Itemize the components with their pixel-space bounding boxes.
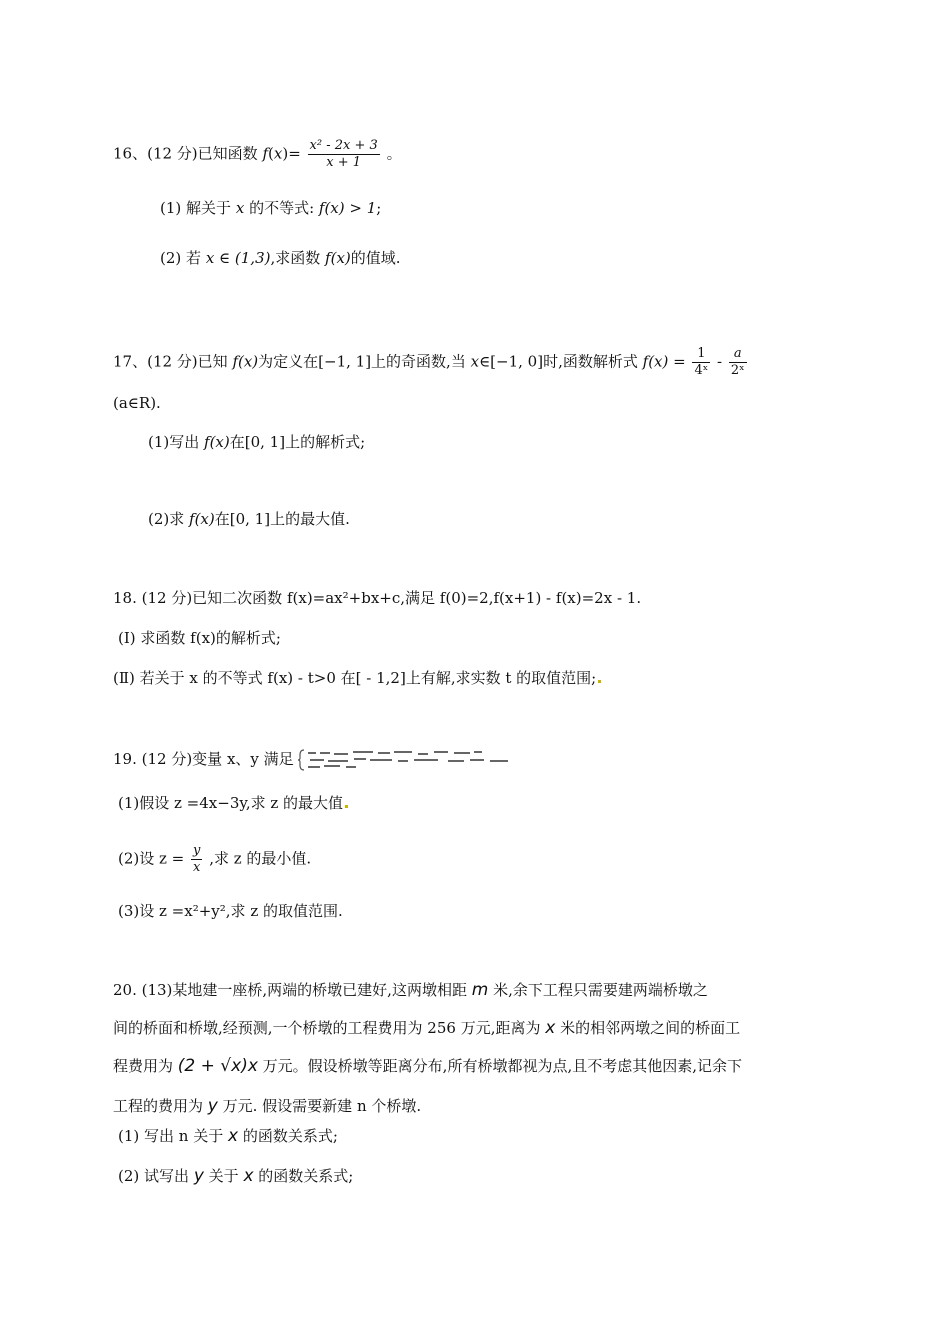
q17-p2-fx: f(x) [189, 510, 215, 528]
q20-p1-x: x [228, 1126, 239, 1146]
q16-part1 [160, 198, 381, 218]
q20-line4 [113, 1096, 421, 1116]
q20-l3-text: 程费用为 [113, 1057, 174, 1075]
q17-frac2-den: 2ˣ [730, 363, 745, 378]
q19-head: 19. (12 分)变量 x、y 满足 [113, 750, 294, 768]
q17-p1-fx: f(x) [204, 433, 230, 451]
q16-f: f [262, 144, 268, 163]
q16-p2-text: (2) 若 [160, 249, 202, 267]
q19-mark-dot [345, 805, 348, 808]
q17-fx: f(x) [232, 352, 259, 371]
q20-l3-text2: 万元。假设桥墩等距离分布,所有桥墩都视为点,且不考虑其他因素,记余下 [262, 1057, 742, 1075]
q20-line1 [113, 980, 708, 1000]
q19-p2-fraction [191, 843, 202, 876]
q16-denominator: x + 1 [326, 155, 362, 170]
q19-part2 [118, 843, 311, 876]
q19-p2-den: x [193, 860, 201, 875]
q17-minus: - [717, 352, 723, 371]
q18-part1: (Ⅰ) 求函数 f(x)的解析式; [118, 629, 281, 647]
q20-y: y [207, 1096, 218, 1116]
q17-p1-text2: 在[0, 1]上的解析式; [229, 433, 366, 451]
q20-l2-text: 间的桥面和桥墩,经预测,一个桥墩的工程费用为 256 万元,距离为 [113, 1019, 541, 1037]
q20-part1 [118, 1126, 338, 1146]
q18-statement: 18. (12 分)已知二次函数 f(x)=ax²+bx+c,满足 f(0)=2,f(x+1) - f(x)=2x - 1. [113, 589, 642, 607]
q17-statement [113, 346, 749, 379]
q17-p2-text2: 在[0, 1]上的最大值. [214, 510, 350, 528]
q19-part1 [118, 793, 348, 813]
q20-p2-text3: 的函数关系式; [258, 1167, 354, 1185]
q17-mid: 为定义在[−1, 1]上的奇函数,当 [258, 352, 466, 371]
q17-paren: (a∈R). [113, 394, 161, 412]
q16-p1-text: (1) 解关于 [160, 199, 232, 217]
q20-p1-text: (1) 写出 n 关于 [118, 1127, 224, 1145]
q16-x: x [273, 144, 283, 163]
q16-p1-end: ; [376, 199, 382, 217]
q20-l4-text: 工程的费用为 [113, 1097, 204, 1115]
q16-p1-x: x [235, 199, 245, 217]
q20-p2-text2: 关于 [208, 1167, 239, 1185]
q20-p2-y: y [193, 1166, 204, 1186]
q16-tail: 。 [386, 144, 402, 163]
q17-fx2: f(x) = [642, 352, 686, 371]
q19-p1-text: (1)假设 z =4x−3y,求 z 的最大值 [118, 794, 344, 812]
q16-p2-domain: x ∈ (1,3) [205, 249, 271, 267]
q19-p2-num: y [193, 843, 201, 858]
q17-frac1-num: 1 [692, 346, 710, 363]
q16-eq: = [288, 144, 301, 163]
q20-m: m [471, 980, 489, 1000]
q17-mid2: ∈[−1, 0]时,函数解析式 [479, 352, 638, 371]
q16-part2 [160, 248, 401, 268]
q17-frac1-den: 4ˣ [694, 363, 709, 378]
q17-part1 [148, 432, 365, 452]
q17-x: x [470, 352, 480, 371]
q17-head: 17、(12 分)已知 [113, 352, 228, 371]
q17-p2-text: (2)求 [148, 510, 185, 528]
q16-p2-text2: ,求函数 [270, 249, 321, 267]
q17-frac2-num: a [729, 346, 747, 363]
q20-line2 [113, 1018, 740, 1038]
q16-p2-fx: f(x) [325, 249, 351, 267]
q20-l1-text: 20. (13)某地建一座桥,两端的桥墩已建好,这两墩相距 [113, 981, 467, 999]
q20-x: x [545, 1018, 556, 1038]
q20-p2-text: (2) 试写出 [118, 1167, 190, 1185]
q19-statement [113, 748, 578, 772]
q20-line3 [113, 1056, 742, 1076]
q16-p2-text3: 的值域. [350, 249, 401, 267]
constraint-system-image [298, 748, 578, 772]
q16-p1-ineq: f(x) > 1 [318, 199, 377, 217]
q18-p2-text: (Ⅱ) 若关于 x 的不等式 f(x) - t>0 在[ - 1,2]上有解,求实数 t 的取值范围; [113, 669, 597, 687]
q19-p2-text2: ,求 z 的最小值. [209, 849, 312, 868]
q20-l3-expr: (2 + √x)x [177, 1056, 258, 1076]
q16-head: 16、(12 分)已知函数 [113, 144, 258, 163]
q20-part2 [118, 1166, 353, 1186]
q16-fraction [308, 138, 380, 171]
q19-part3: (3)设 z =x²+y²,求 z 的取值范围. [118, 902, 343, 920]
q20-l1-text2: 米,余下工程只需要建两端桥墩之 [493, 981, 708, 999]
q17-p1-text: (1)写出 [148, 433, 200, 451]
q19-p2-text: (2)设 z = [118, 849, 185, 868]
q16-p1-text2: 的不等式: [249, 199, 315, 217]
q20-l4-text2: 万元. 假设需要新建 n 个桥墩. [222, 1097, 422, 1115]
q16-numerator: x² - 2x + 3 [309, 138, 378, 153]
q17-frac1 [692, 346, 710, 379]
q18-mark-dot [598, 680, 601, 683]
q16-statement: 16、(12 分)已知函数 f(x)= $\frac{\text{x² - 2x + 3}}{x + 1}$ 。 [113, 138, 402, 170]
q17-frac2 [729, 346, 747, 379]
q17-part2 [148, 509, 350, 529]
q20-p2-x: x [243, 1166, 254, 1186]
q20-l2-text2: 米的相邻两墩之间的桥面工 [560, 1019, 741, 1037]
q20-p1-text2: 的函数关系式; [242, 1127, 338, 1145]
q18-part2 [113, 668, 601, 688]
